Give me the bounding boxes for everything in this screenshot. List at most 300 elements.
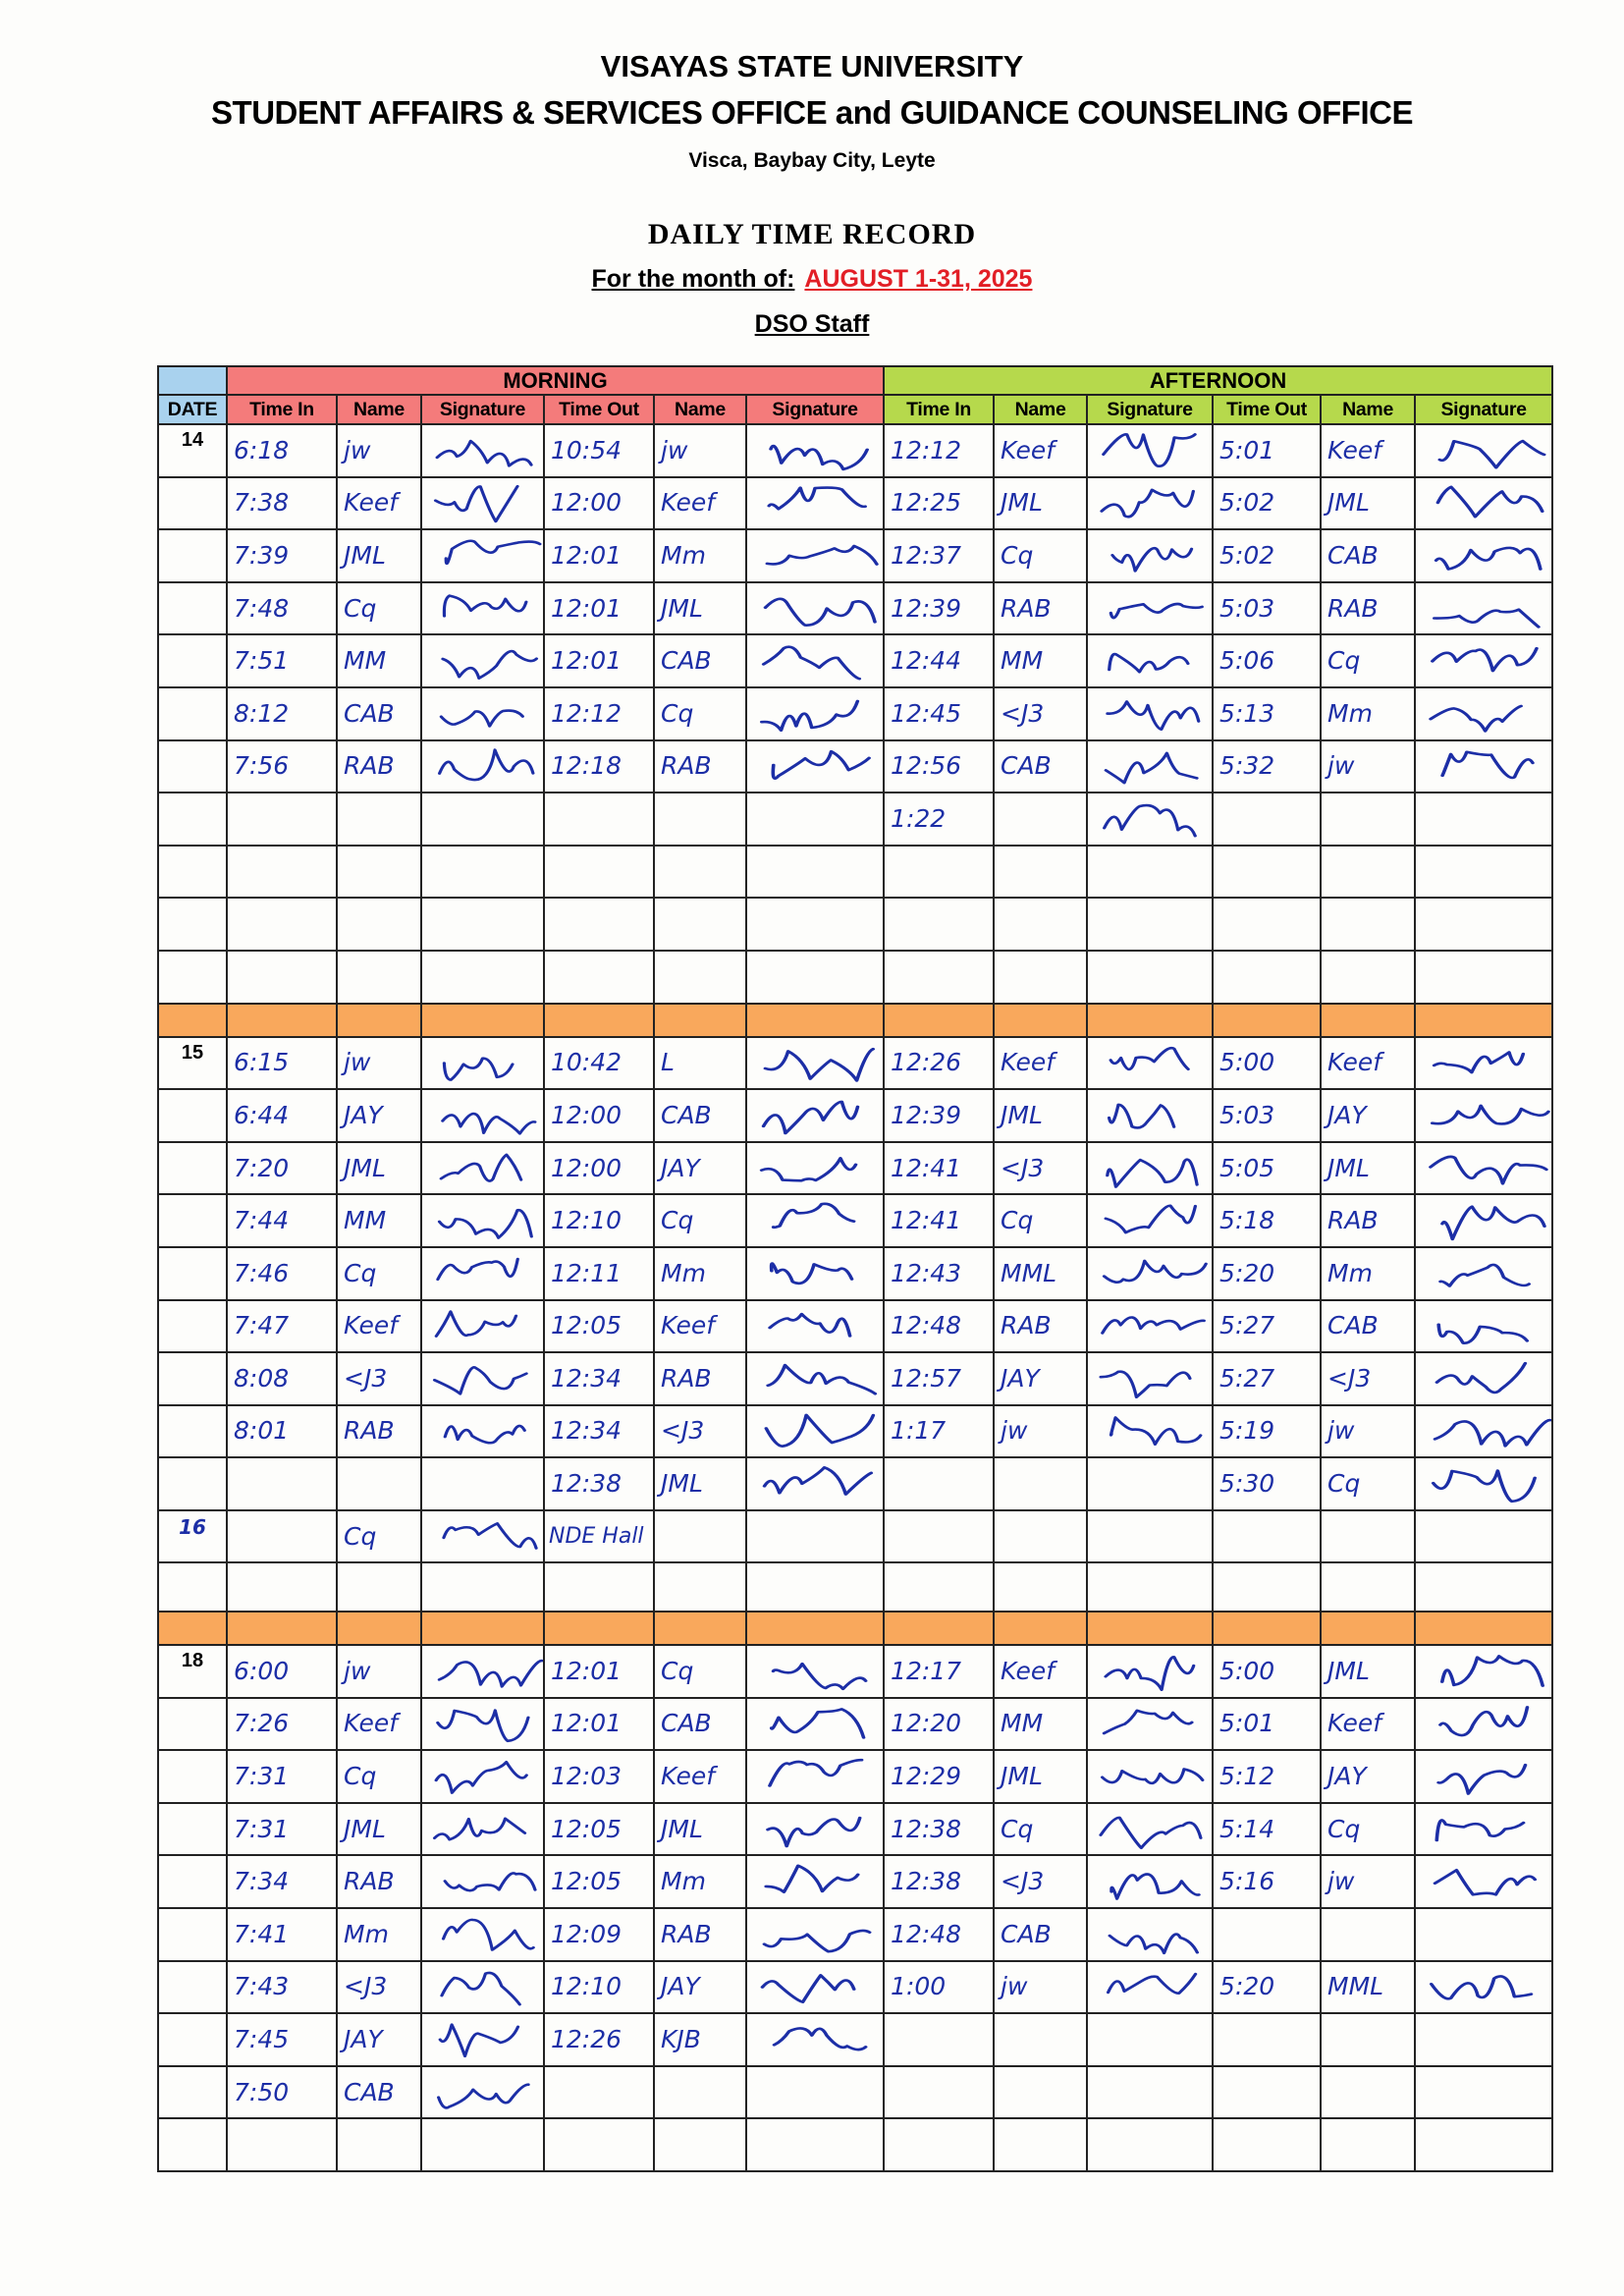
table-row	[158, 1457, 1552, 1510]
name-cell	[1321, 740, 1415, 793]
name-value: JAY	[661, 1972, 700, 2001]
name-cell	[1321, 1698, 1415, 1751]
name-value: jw	[1001, 1416, 1028, 1446]
name-cell	[994, 477, 1087, 530]
name-cell	[1321, 424, 1415, 477]
signature-scribble	[1088, 1356, 1212, 1401]
time-value: 12:09	[551, 1919, 623, 1948]
signature-cell	[746, 634, 884, 687]
column-header-morning-signature: Signature	[421, 395, 544, 424]
time-cell	[1213, 1352, 1321, 1405]
signature-scribble	[422, 428, 543, 473]
time-value: 12:18	[551, 751, 623, 781]
signature-cell	[1415, 1698, 1552, 1751]
time-cell	[227, 846, 337, 899]
separator-cell	[654, 1612, 746, 1645]
column-header-afternoon-name: Name	[994, 395, 1087, 424]
signature-scribble	[1088, 1303, 1212, 1348]
name-value: JML	[1327, 488, 1370, 518]
name-cell	[654, 2066, 746, 2119]
date-cell-empty	[158, 2013, 227, 2066]
morning-header: MORNING	[227, 366, 884, 395]
name-cell	[994, 1698, 1087, 1751]
name-cell	[654, 529, 746, 582]
time-cell	[1213, 582, 1321, 635]
time-value: 12:01	[551, 1656, 623, 1685]
signature-scribble	[1416, 1649, 1551, 1694]
name-value: Mm	[661, 1258, 706, 1287]
signature-cell	[746, 740, 884, 793]
signature-cell	[1087, 951, 1213, 1004]
date-column-header: DATE	[158, 395, 227, 424]
name-value: JAY	[1327, 1762, 1367, 1791]
name-cell	[994, 1645, 1087, 1698]
column-header-morning-name: Name	[654, 395, 746, 424]
signature-cell	[746, 1300, 884, 1353]
date-cell-empty	[158, 1961, 227, 2014]
signature-scribble	[747, 1701, 883, 1746]
signature-cell	[1415, 846, 1552, 899]
date-cell-empty	[158, 1405, 227, 1458]
table-row	[158, 1750, 1552, 1803]
time-cell	[1213, 477, 1321, 530]
time-value: 12:57	[891, 1363, 962, 1393]
name-cell	[1321, 1089, 1415, 1142]
name-value: JML	[661, 1469, 703, 1499]
table-row	[158, 634, 1552, 687]
signature-scribble	[1416, 1408, 1551, 1453]
signature-cell	[1087, 1908, 1213, 1961]
name-cell	[994, 1142, 1087, 1195]
time-value: 10:42	[551, 1048, 623, 1077]
name-value: <J3	[344, 1363, 388, 1393]
signature-scribble	[747, 1251, 883, 1296]
name-cell	[654, 846, 746, 899]
cell	[227, 1510, 337, 1563]
signature-cell	[421, 1750, 544, 1803]
time-cell	[544, 1352, 654, 1405]
time-cell	[1213, 898, 1321, 951]
signature-cell	[1415, 1961, 1552, 2014]
time-cell	[1213, 1247, 1321, 1300]
signature-cell	[1087, 424, 1213, 477]
signature-scribble	[1416, 638, 1551, 683]
name-value: Keef	[1001, 1656, 1056, 1685]
name-cell	[1321, 2066, 1415, 2119]
name-value: MML	[1327, 1972, 1384, 2001]
table-row	[158, 793, 1552, 846]
signature-cell	[746, 477, 884, 530]
time-value: 12:01	[551, 540, 623, 570]
signature-scribble	[1088, 428, 1212, 473]
name-cell	[1321, 898, 1415, 951]
signature-cell	[1415, 687, 1552, 740]
time-cell	[1213, 1405, 1321, 1458]
table-row	[158, 477, 1552, 530]
table-row	[158, 1089, 1552, 1142]
signature-cell	[1415, 1300, 1552, 1353]
time-cell	[884, 1142, 994, 1195]
table-row	[158, 529, 1552, 582]
signature-scribble	[747, 1859, 883, 1904]
name-value: jw	[344, 1656, 371, 1685]
signature-cell	[1415, 1645, 1552, 1698]
date-cell-empty	[158, 740, 227, 793]
signature-cell	[421, 1247, 544, 1300]
time-value: 7:44	[234, 1206, 290, 1235]
signature-cell	[1415, 634, 1552, 687]
time-cell	[1213, 1037, 1321, 1090]
empty-cell	[1415, 1562, 1552, 1612]
signature-cell	[1415, 1405, 1552, 1458]
column-header-row	[158, 395, 1552, 424]
time-cell	[544, 793, 654, 846]
name-value: Keef	[344, 488, 399, 518]
name-value: CAB	[1001, 1919, 1052, 1948]
name-cell	[994, 1803, 1087, 1856]
name-cell	[654, 1194, 746, 1247]
time-record-table	[157, 365, 1553, 2172]
name-cell	[337, 477, 421, 530]
signature-cell	[746, 898, 884, 951]
name-cell	[337, 898, 421, 951]
name-cell	[654, 1300, 746, 1353]
name-cell	[994, 1352, 1087, 1405]
signature-cell	[1087, 1142, 1213, 1195]
name-value: MM	[1001, 1709, 1044, 1738]
name-cell	[1321, 1457, 1415, 1510]
university-name: VISAYAS STATE UNIVERSITY	[600, 49, 1024, 83]
signature-scribble	[1088, 1649, 1212, 1694]
separator-cell	[1415, 1004, 1552, 1037]
name-value: Keef	[344, 1311, 399, 1340]
time-value: 5:01	[1219, 435, 1275, 465]
separator-cell	[654, 1004, 746, 1037]
name-cell	[337, 424, 421, 477]
time-cell	[1213, 424, 1321, 477]
name-cell	[654, 477, 746, 530]
column-header-afternoon-signature: Signature	[1087, 395, 1213, 424]
signature-cell	[421, 1300, 544, 1353]
time-value: 12:41	[891, 1206, 962, 1235]
name-cell	[654, 687, 746, 740]
name-cell	[994, 1194, 1087, 1247]
signature-cell	[746, 1247, 884, 1300]
time-value: 5:16	[1219, 1867, 1275, 1896]
name-value: CAB	[1327, 1311, 1379, 1340]
time-cell	[227, 1750, 337, 1803]
signature-scribble	[422, 638, 543, 683]
time-cell	[884, 2066, 994, 2119]
signature-cell	[746, 1645, 884, 1698]
time-value: 12:34	[551, 1416, 623, 1446]
time-cell	[1213, 529, 1321, 582]
name-value: CAB	[661, 646, 712, 676]
name-cell	[1321, 793, 1415, 846]
name-cell	[654, 1405, 746, 1458]
name-cell	[337, 2118, 421, 2171]
name-value: JML	[1001, 1762, 1043, 1791]
signature-cell	[421, 477, 544, 530]
signature-scribble	[1416, 1251, 1551, 1296]
name-value: Keef	[344, 1709, 399, 1738]
signature-cell	[1415, 582, 1552, 635]
time-value: 6:44	[234, 1100, 290, 1129]
name-value: CAB	[661, 1709, 712, 1738]
name-cell	[994, 1961, 1087, 2014]
table-row	[158, 846, 1552, 899]
form-title: DAILY TIME RECORD	[647, 218, 977, 250]
empty-cell	[421, 1562, 544, 1612]
time-cell	[1213, 1698, 1321, 1751]
signature-scribble	[1416, 691, 1551, 737]
name-value: Cq	[661, 1206, 694, 1235]
signature-cell	[746, 1750, 884, 1803]
time-value: 7:39	[234, 540, 290, 570]
time-value: 5:20	[1219, 1258, 1275, 1287]
column-header-afternoon-time-out: Time Out	[1213, 395, 1321, 424]
signature-scribble	[1088, 1408, 1212, 1453]
signature-scribble	[747, 1807, 883, 1852]
signature-cell	[421, 1698, 544, 1751]
name-value: Cq	[1327, 1814, 1361, 1843]
time-value: 5:20	[1219, 1972, 1275, 2001]
name-value: jw	[661, 435, 688, 465]
signature-scribble	[747, 691, 883, 737]
time-value: 5:13	[1219, 698, 1275, 728]
signature-scribble	[1416, 1146, 1551, 1191]
time-cell	[227, 1405, 337, 1458]
separator-cell	[884, 1612, 994, 1645]
time-value: 5:27	[1219, 1363, 1275, 1393]
name-value: Mm	[1327, 1258, 1373, 1287]
date-cell-empty	[158, 529, 227, 582]
separator-cell	[544, 1612, 654, 1645]
name-value: jw	[344, 1048, 371, 1077]
signature-cell	[421, 2118, 544, 2171]
signature-scribble	[747, 1356, 883, 1401]
table-row	[158, 582, 1552, 635]
empty-cell	[1321, 1562, 1415, 1612]
time-value: 7:43	[234, 1972, 290, 2001]
time-cell	[1213, 2066, 1321, 2119]
name-cell	[337, 1961, 421, 2014]
signature-scribble	[747, 1964, 883, 2009]
time-value: 7:50	[234, 2077, 290, 2106]
signature-scribble	[1088, 1093, 1212, 1138]
name-value: Mm	[344, 1919, 389, 1948]
time-value: 7:38	[234, 488, 290, 518]
date-cell-empty	[158, 2118, 227, 2171]
name-cell	[654, 424, 746, 477]
signature-cell	[421, 1352, 544, 1405]
time-value: 5:01	[1219, 1709, 1275, 1738]
signature-cell	[1415, 2118, 1552, 2171]
signature-cell	[746, 529, 884, 582]
name-cell	[654, 1961, 746, 2014]
table-row	[158, 2066, 1552, 2119]
date-cell-empty	[158, 687, 227, 740]
empty-cell	[158, 1562, 227, 1612]
time-cell	[884, 529, 994, 582]
signature-cell	[1415, 1457, 1552, 1510]
table-row	[158, 898, 1552, 951]
time-value: 7:47	[234, 1311, 290, 1340]
name-cell	[654, 1908, 746, 1961]
time-cell	[227, 1089, 337, 1142]
signature-cell	[746, 1194, 884, 1247]
time-value: 12:05	[551, 1867, 623, 1896]
name-cell	[654, 1037, 746, 1090]
name-value: RAB	[1001, 593, 1052, 623]
name-cell	[994, 793, 1087, 846]
office-name: STUDENT AFFAIRS & SERVICES OFFICE and GUIDANCE COUNSELING OFFICE	[211, 94, 1413, 131]
signature-cell	[421, 1142, 544, 1195]
separator-cell	[1087, 1612, 1213, 1645]
signature-scribble	[422, 1251, 543, 1296]
date-cell: 14	[158, 424, 227, 477]
name-value: Mm	[661, 1867, 706, 1896]
time-cell	[884, 1247, 994, 1300]
signature-cell	[1087, 477, 1213, 530]
signature-scribble	[422, 1912, 543, 1957]
time-value: 12:38	[891, 1867, 962, 1896]
date-cell-empty	[158, 2066, 227, 2119]
signature-scribble	[422, 2017, 543, 2062]
name-value: Keef	[1327, 435, 1382, 465]
time-value: 12:01	[551, 593, 623, 623]
name-value: <J3	[344, 1972, 388, 2001]
date-cell-empty	[158, 793, 227, 846]
name-value: Cq	[344, 1258, 377, 1287]
time-cell	[884, 1803, 994, 1856]
signature-scribble	[1416, 743, 1551, 789]
signature-cell	[421, 1405, 544, 1458]
time-value: 5:03	[1219, 1100, 1275, 1129]
time-cell	[544, 634, 654, 687]
time-value: 12:38	[551, 1469, 623, 1499]
separator-after-15	[158, 1612, 1552, 1645]
separator-cell	[746, 1612, 884, 1645]
signature-scribble	[422, 1754, 543, 1799]
time-value: 12:12	[891, 435, 962, 465]
signature-cell	[421, 1803, 544, 1856]
name-value: JAY	[344, 2025, 383, 2054]
signature-scribble	[422, 533, 543, 578]
column-header-afternoon-time-in: Time In	[884, 395, 994, 424]
signature-cell	[421, 1961, 544, 2014]
signature-cell	[746, 424, 884, 477]
name-cell	[654, 1803, 746, 1856]
signature-cell	[1415, 1803, 1552, 1856]
signature-scribble	[747, 1146, 883, 1191]
signature-cell	[1415, 1194, 1552, 1247]
time-value: 5:12	[1219, 1762, 1275, 1791]
time-cell	[884, 793, 994, 846]
signature-cell	[1087, 1405, 1213, 1458]
signature-cell	[1087, 1037, 1213, 1090]
name-cell	[337, 2013, 421, 2066]
time-cell	[544, 740, 654, 793]
signature-scribble	[1416, 1754, 1551, 1799]
signature-cell	[746, 1142, 884, 1195]
signature-cell	[421, 1194, 544, 1247]
separator-cell	[544, 1004, 654, 1037]
signature-scribble	[422, 1303, 543, 1348]
name-cell	[337, 951, 421, 1004]
time-cell	[1213, 740, 1321, 793]
name-value: MML	[1001, 1258, 1057, 1287]
empty-cell	[746, 1562, 884, 1612]
time-value: 12:34	[551, 1363, 623, 1393]
name-value: RAB	[344, 1416, 395, 1446]
time-value: 12:00	[551, 1153, 623, 1182]
name-value: RAB	[1327, 593, 1379, 623]
time-value: 10:54	[551, 435, 623, 465]
signature-cell	[1415, 1352, 1552, 1405]
time-cell	[227, 793, 337, 846]
time-cell	[1213, 1089, 1321, 1142]
time-value: 12:01	[551, 646, 623, 676]
signature-cell	[421, 846, 544, 899]
signature-scribble	[422, 480, 543, 525]
name-cell	[1321, 634, 1415, 687]
time-cell	[884, 1908, 994, 1961]
time-cell	[227, 687, 337, 740]
table-row	[158, 1352, 1552, 1405]
signature-scribble	[1088, 1807, 1212, 1852]
time-cell	[1213, 687, 1321, 740]
time-value: 7:46	[234, 1258, 290, 1287]
name-value: Keef	[661, 1311, 716, 1340]
signature-cell	[1087, 846, 1213, 899]
time-cell	[227, 2118, 337, 2171]
name-cell	[654, 1855, 746, 1908]
time-cell	[884, 687, 994, 740]
name-value: Cq	[1001, 1206, 1034, 1235]
time-cell	[227, 1855, 337, 1908]
table-row	[158, 1405, 1552, 1458]
separator-cell	[884, 1004, 994, 1037]
column-header-morning-name: Name	[337, 395, 421, 424]
name-cell	[1321, 951, 1415, 1004]
name-value: JML	[1327, 1153, 1370, 1182]
signature-scribble	[747, 1093, 883, 1138]
name-value: CAB	[1327, 540, 1379, 570]
name-value: MM	[1001, 646, 1044, 676]
time-cell	[544, 1803, 654, 1856]
name-cell	[994, 1750, 1087, 1803]
signature-scribble	[747, 1303, 883, 1348]
date-cell-empty	[158, 1908, 227, 1961]
name-value: Cq	[1327, 646, 1361, 676]
name-value: Cq	[661, 1656, 694, 1685]
signature-scribble	[1088, 1701, 1212, 1746]
name-cell	[1321, 846, 1415, 899]
name-cell	[337, 1855, 421, 1908]
name-cell	[1321, 582, 1415, 635]
time-cell	[884, 424, 994, 477]
time-value: 8:08	[234, 1363, 290, 1393]
time-cell	[227, 1037, 337, 1090]
time-cell	[884, 2013, 994, 2066]
signature-scribble	[747, 1040, 883, 1085]
name-cell	[654, 2013, 746, 2066]
time-value: 5:02	[1219, 540, 1275, 570]
name-cell	[337, 634, 421, 687]
name-value: CAB	[344, 698, 395, 728]
name-cell	[994, 1247, 1087, 1300]
